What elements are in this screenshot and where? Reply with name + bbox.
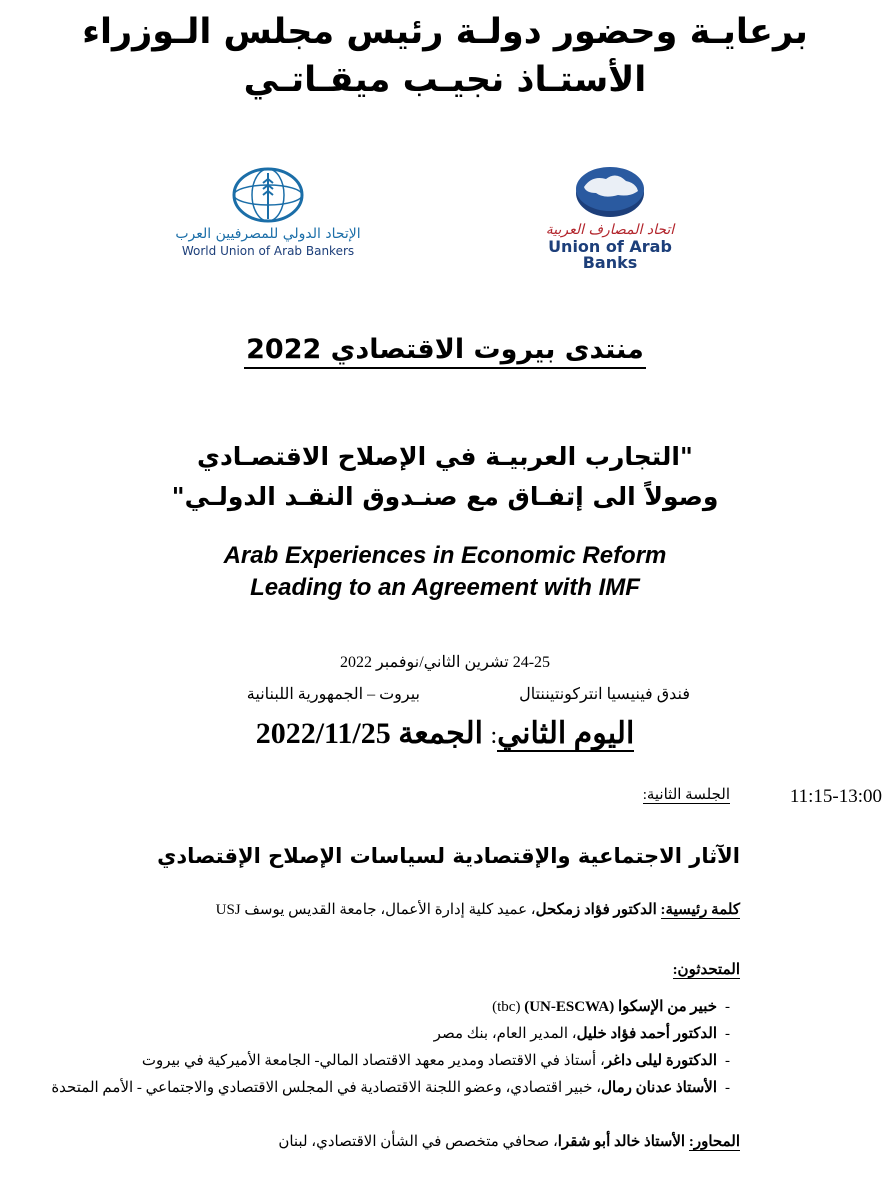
header-line-1: برعايـة وحضور دولـة رئيس مجلس الـوزراء [82, 12, 808, 52]
wuab-arabic-name: الإتحاد الدولي للمصرفيين العرب [175, 226, 361, 242]
moderator-name: الأستاذ خالد أبو شقرا [557, 1134, 686, 1150]
speaker-item: -الأستاذ عدنان رمال، خبير اقتصادي، وعضو اللجنة الاقتصادية في المجلس الاقتصادي والاجتماعي - الأمم المتحدة [51, 1080, 730, 1096]
world-union-of-arab-bankers-logo [168, 165, 368, 259]
day-label: اليوم الثاني [497, 717, 635, 750]
moderator-line [278, 1132, 740, 1151]
theme-arabic-line-2: وصولاً الى إتفـاق مع صنـدوق النقـد الدولـي" [171, 482, 719, 511]
speakers-heading: المتحدثون: [672, 962, 740, 978]
event-dates: 24-25 تشرين الثاني/نوفمبر 2022 [339, 654, 551, 671]
theme-english-line-1: Arab Experiences in Economic Reform [223, 542, 667, 569]
day-heading [0, 716, 890, 751]
speakers-list [51, 994, 730, 1102]
keynote-label: كلمة رئيسية: [660, 902, 740, 918]
moderator-label: المحاور: [688, 1134, 740, 1150]
event-city: بيروت – الجمهورية اللبنانية [246, 686, 420, 703]
globe-wheat-icon [228, 165, 308, 225]
session-topic: الآثار الاجتماعية والإقتصادية لسياسات الإصلاح الإقتصادي [157, 844, 740, 868]
wuab-english-name: World Union of Arab Bankers [181, 244, 355, 258]
day-weekday: الجمعة [398, 717, 483, 750]
speaker-item: -خبير من الإسكوا (UN-ESCWA) (tbc) [492, 999, 730, 1015]
speaker-item: -الدكتور أحمد فؤاد خليل، المدير العام، بنك مصر [433, 1026, 730, 1042]
moderator-desc: ، صحافي متخصص في الشأن الاقتصادي، لبنان [278, 1134, 558, 1150]
keynote-name: الدكتور فؤاد زمكحل [535, 902, 657, 918]
uab-arabic-name: اتحاد المصارف العربية [545, 222, 675, 238]
day-date: 2022/11/25 [255, 717, 391, 750]
header-line-2: الأستـاذ نجيـب ميقـاتـي [243, 60, 647, 100]
union-of-arab-banks-logo [520, 163, 700, 271]
arab-world-map-coin-icon [570, 163, 650, 221]
theme-english-line-2: Leading to an Agreement with IMF [250, 574, 640, 601]
theme-arabic-line-1: "التجارب العربيـة في الإصلاح الاقتصـادي [197, 442, 693, 471]
session-label: الجلسة الثانية: [642, 787, 730, 803]
keynote-desc: ، عميد كلية إدارة الأعمال، جامعة القديس يوسف USJ [215, 902, 536, 918]
day-separator: : [490, 723, 498, 749]
session-time: 11:15-13:00 [789, 786, 882, 807]
keynote-line [216, 900, 740, 919]
uab-english-name: Union of Arab Banks [548, 237, 672, 272]
speaker-item: -الدكتورة ليلى داغر، أستاذ في الاقتصاد ومدير معهد الاقتصاد المالي- الجامعة الأميركية في بيروت [141, 1053, 730, 1069]
forum-title: منتدى بيروت الاقتصادي 2022 [0, 334, 890, 365]
event-hotel: فندق فينيسيا انتركونتيننتال [519, 686, 690, 703]
